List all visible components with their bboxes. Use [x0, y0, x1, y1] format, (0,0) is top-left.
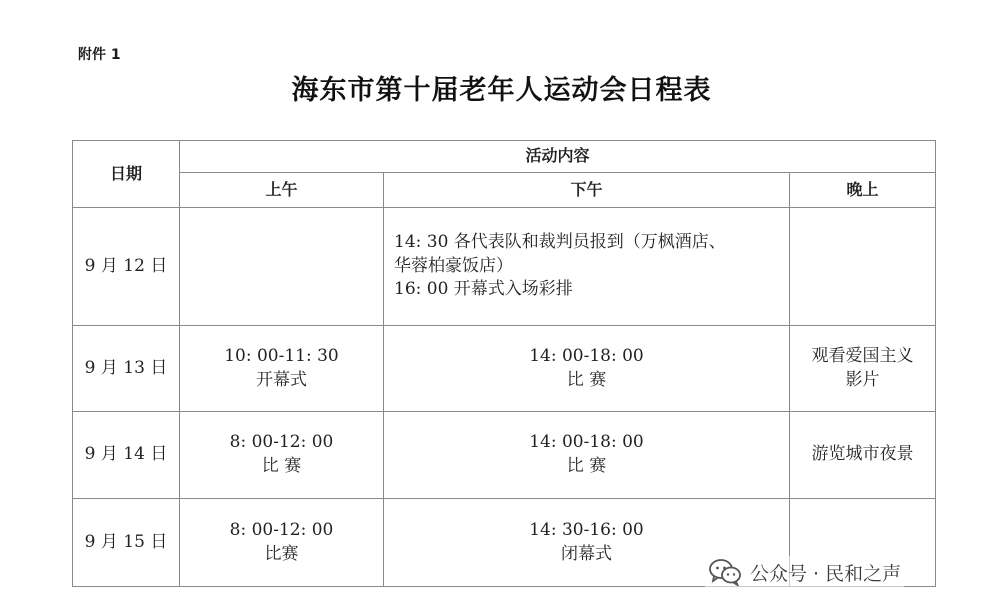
attachment-label: 附件 1 [78, 47, 121, 63]
header-morning: 上午 [180, 173, 384, 208]
evening-line-2: 影片 [845, 369, 880, 390]
afternoon-line-2: 华蓉柏豪饭店） [394, 255, 513, 276]
morning-time: 10: 00-11: 30 [224, 345, 339, 366]
wechat-watermark [704, 556, 905, 588]
morning-time: 8: 00-12: 00 [229, 519, 334, 540]
afternoon-event: 比 赛 [566, 456, 607, 476]
morning-cell [180, 326, 384, 412]
page-title: 海东市第十届老年人运动会日程表 [291, 75, 712, 106]
date-cell: 9 月 15 日 [73, 499, 180, 587]
morning-cell [180, 208, 384, 326]
table-subheader-row [73, 173, 936, 208]
schedule-table [72, 140, 936, 587]
morning-cell [180, 499, 384, 587]
morning-time: 8: 00-12: 00 [229, 432, 334, 453]
table-header-row [73, 141, 936, 173]
afternoon-cell [384, 208, 790, 326]
afternoon-event: 闭幕式 [561, 543, 612, 564]
afternoon-line-3: 16: 00 开幕式入场彩排 [394, 279, 573, 300]
header-evening: 晚上 [790, 173, 936, 208]
afternoon-cell [384, 412, 790, 499]
morning-cell [180, 412, 384, 499]
header-activity: 活动内容 [180, 141, 936, 173]
afternoon-time: 14: 30-16: 00 [529, 519, 644, 540]
watermark-text: 公众号 · 民和之声 [750, 562, 902, 585]
table-row [73, 412, 936, 499]
afternoon-time: 14: 00-18: 00 [529, 345, 644, 366]
afternoon-event: 比 赛 [566, 369, 607, 390]
table-row [73, 208, 936, 326]
morning-event: 开幕式 [256, 369, 307, 390]
evening-line-1: 观看爱国主义 [811, 345, 914, 366]
evening-cell [790, 208, 936, 326]
date-cell: 9 月 13 日 [73, 326, 180, 412]
date-cell: 9 月 12 日 [73, 208, 180, 326]
table-row [73, 326, 936, 412]
header-date: 日期 [73, 141, 180, 208]
morning-event: 比 赛 [261, 456, 302, 476]
evening-cell [790, 412, 936, 499]
afternoon-line-1: 14: 30 各代表队和裁判员报到（万枫酒店、 [394, 231, 726, 252]
date-cell: 9 月 14 日 [73, 412, 180, 499]
morning-event: 比赛 [264, 543, 299, 564]
evening-cell [790, 326, 936, 412]
afternoon-time: 14: 00-18: 00 [529, 432, 644, 453]
evening-line-1: 游览城市夜景 [811, 444, 914, 465]
afternoon-cell [384, 326, 790, 412]
wechat-icon [708, 558, 742, 586]
header-afternoon: 下午 [384, 173, 790, 208]
